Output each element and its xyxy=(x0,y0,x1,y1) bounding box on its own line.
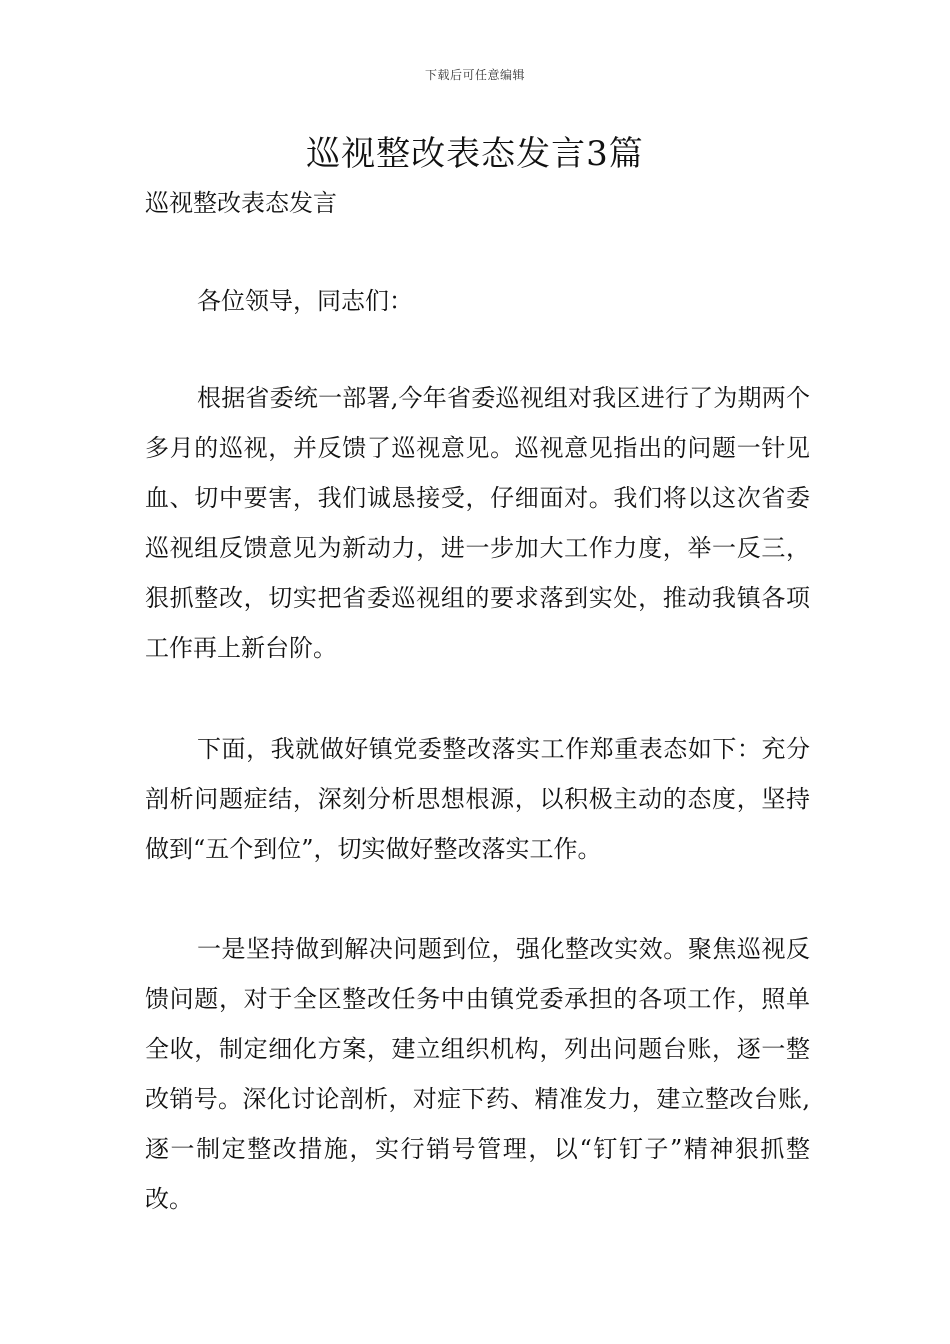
document-title: 巡视整改表态发言3篇 xyxy=(306,134,644,174)
header-note: 下载后可任意编辑 xyxy=(424,68,525,82)
body-paragraph-1: 根据省委统一部署,今年省委巡视组对我区进行了为期两个多月的巡视，并反馈了巡视意见。巡视意见指出的问题一针见血、切中要害，我们诚恳接受，仔细面对。我们将以这次省委巡视组反馈意见为新动力，进一步加大工作力度，举一反三，狠抓整改，切实把省委巡视组的要求落到实处，推动我镇各项工作再上新台阶。 xyxy=(145,384,810,662)
greeting-paragraph: 各位领导，同志们： xyxy=(197,287,413,315)
body-paragraph-3: 一是坚持做到解决问题到位，强化整改实效。聚焦巡视反馈问题，对于全区整改任务中由镇党委承担的各项工作，照单全收，制定细化方案，建立组织机构，列出问题台账，逐一整改销号。深化讨论剖析，对症下药、精准发力，建立整改台账,逐一制定整改措施，实行销号管理，以“钉钉子”精神狠抓整改。 xyxy=(145,935,810,1213)
body-paragraph-2: 下面，我就做好镇党委整改落实工作郑重表态如下：充分剖析问题症结，深刻分析思想根源，以积极主动的态度，坚持做到“五个到位”，切实做好整改落实工作。 xyxy=(145,735,810,863)
section-subtitle: 巡视整改表态发言 xyxy=(145,189,337,217)
